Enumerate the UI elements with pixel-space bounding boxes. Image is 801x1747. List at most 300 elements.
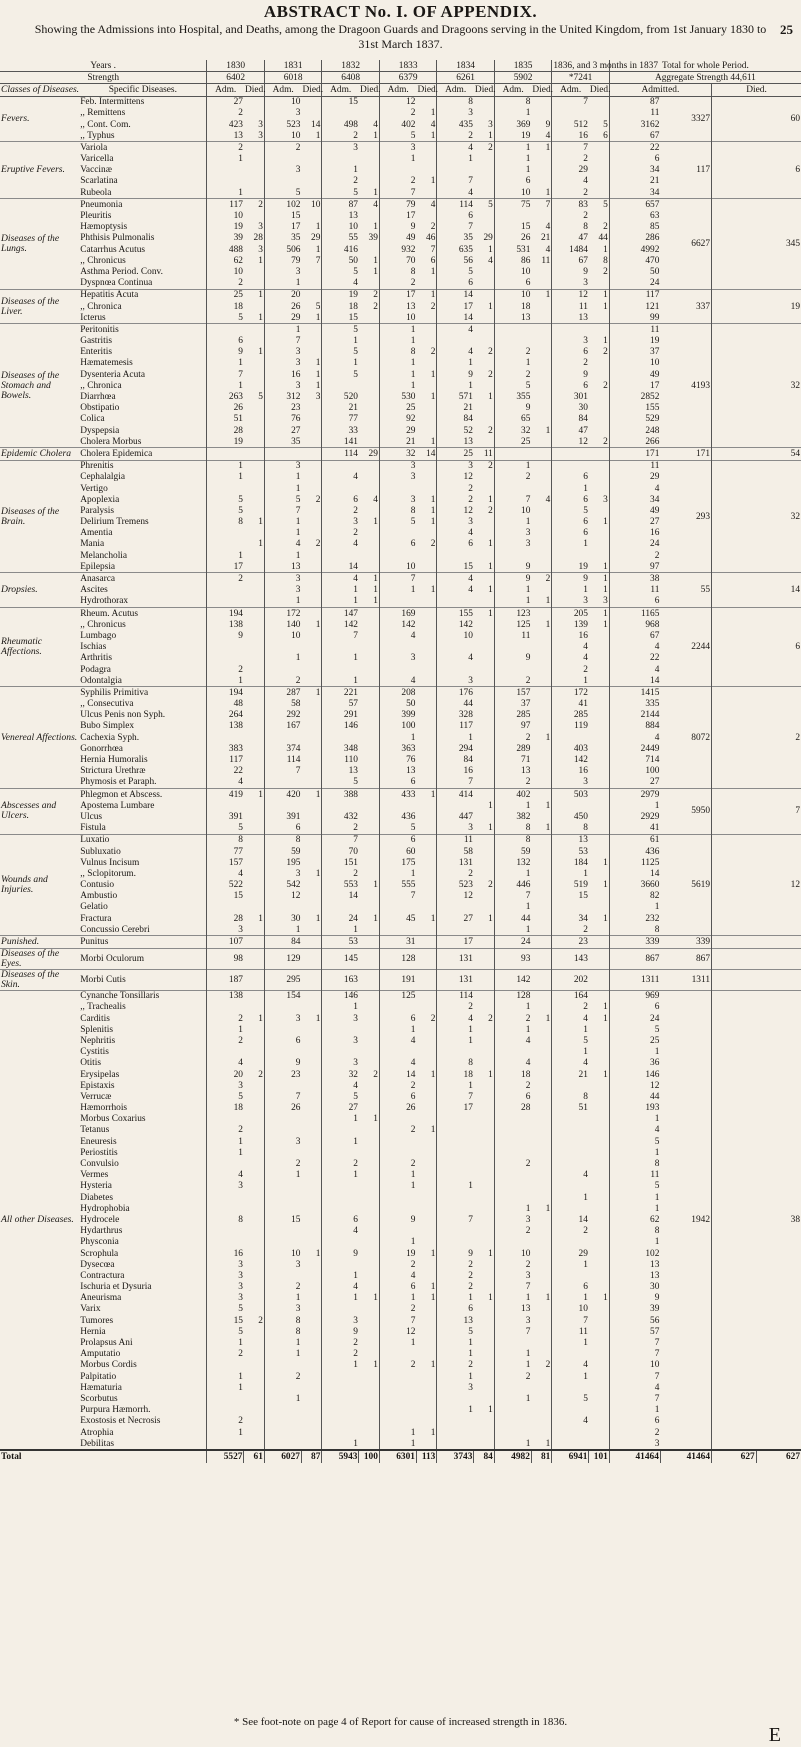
- disease-total-adm: 6: [609, 1002, 660, 1013]
- died-cell: [301, 460, 321, 472]
- adm-cell: 2: [437, 868, 474, 879]
- disease-total-adm: 67: [609, 630, 660, 641]
- adm-cell: 32: [494, 425, 531, 436]
- adm-cell: 2: [207, 1013, 244, 1024]
- died-cell: [589, 846, 609, 857]
- adm-cell: 12: [379, 96, 416, 108]
- died-cell: [416, 573, 436, 585]
- died-cell: [359, 425, 379, 436]
- died-cell: [244, 1248, 264, 1259]
- died-cell: [359, 1270, 379, 1281]
- died-cell: [531, 1047, 551, 1058]
- specific-disease: Vaccinæ: [80, 165, 112, 176]
- adm-cell: 1: [494, 1360, 531, 1371]
- adm-cell: [207, 1047, 244, 1058]
- disease-total-adm: 7: [609, 1371, 660, 1382]
- died-cell: 2: [430, 301, 436, 312]
- adm-cell: 128: [379, 948, 416, 969]
- died-cell: [359, 766, 379, 777]
- adm-cell: [552, 1136, 589, 1147]
- disease-total-adm: 9: [609, 1293, 660, 1304]
- died-cell: [416, 891, 436, 902]
- adm-cell: [552, 1349, 589, 1360]
- adm-cell: [264, 448, 301, 460]
- adm-cell: 32: [322, 1069, 359, 1080]
- table-row: [0, 789, 801, 801]
- disease-total-adm: 4: [609, 664, 660, 675]
- specific-disease: Feb. Intermittens: [79, 96, 207, 108]
- died-cell: [531, 301, 551, 312]
- died-cell: [359, 754, 379, 765]
- adm-cell: [264, 1203, 301, 1214]
- adm-cell: [494, 1427, 531, 1438]
- disease-total-adm: 37: [609, 347, 660, 358]
- died-cell: [416, 561, 436, 573]
- adm-cell: 3: [322, 1035, 359, 1046]
- died-cell: [301, 528, 321, 539]
- died-cell: [301, 777, 321, 789]
- adm-cell: [552, 448, 589, 460]
- died-cell: [301, 210, 321, 221]
- adm-cell: 4: [552, 1058, 589, 1069]
- disease-total-adm: 884: [609, 721, 660, 732]
- adm-cell: [494, 1405, 531, 1416]
- died-cell: [244, 301, 264, 312]
- died-cell: 1: [430, 1293, 436, 1304]
- adm-cell: 10: [264, 630, 301, 641]
- adm-cell: 13: [379, 766, 416, 777]
- died-cell: [301, 1192, 321, 1203]
- adm-cell: 2: [322, 130, 359, 142]
- adm-cell: [379, 1047, 416, 1058]
- died-cell: [416, 619, 436, 630]
- total-cell: 41464: [660, 1450, 711, 1462]
- died-cell: 1: [258, 517, 263, 528]
- adm-cell: 13: [207, 130, 244, 142]
- died-cell: [589, 800, 609, 811]
- died-cell: [531, 1237, 551, 1248]
- died-cell: [531, 1270, 551, 1281]
- adm-cell: [207, 483, 244, 494]
- adm-cell: 142: [437, 619, 474, 630]
- disease-total-adm: 10: [609, 358, 660, 369]
- died-cell: [301, 1393, 321, 1404]
- adm-cell: [207, 1237, 244, 1248]
- adm-cell: 1: [207, 1147, 244, 1158]
- class-total-died: 2: [712, 687, 801, 789]
- adm-cell: 2: [552, 210, 589, 221]
- died-cell: 4: [416, 199, 436, 211]
- adm-cell: 1: [322, 1293, 359, 1304]
- died-cell: [301, 1125, 321, 1136]
- died-cell: [531, 1349, 551, 1360]
- died-cell: 2: [315, 494, 321, 505]
- died-cell: 1: [373, 913, 378, 924]
- died-cell: [359, 1226, 379, 1237]
- died-cell: 1: [315, 1248, 321, 1259]
- disease-class: Punished.: [0, 936, 79, 948]
- adm-cell: 1: [437, 358, 474, 369]
- adm-cell: 289: [494, 743, 531, 754]
- adm-cell: [437, 1114, 474, 1125]
- adm-cell: 1: [264, 1349, 301, 1360]
- adm-cell: 8: [264, 1315, 301, 1326]
- total-cell: 627: [712, 1450, 757, 1462]
- total-cell: 627: [756, 1450, 801, 1462]
- died-cell: [359, 505, 379, 516]
- specific-disease: Subluxatio: [80, 846, 121, 857]
- adm-cell: 15: [437, 561, 474, 573]
- died-cell: [301, 1158, 321, 1169]
- adm-cell: 1: [437, 1293, 474, 1304]
- specific-disease: Hydrocele: [80, 1214, 120, 1225]
- class-total-died: 12: [712, 834, 801, 936]
- adm-cell: 2: [552, 154, 589, 165]
- died-cell: 2: [531, 573, 551, 585]
- died-cell: [474, 1315, 494, 1326]
- adm-cell: 4: [437, 653, 474, 664]
- died-cell: [359, 619, 379, 630]
- adm-cell: 7: [494, 1326, 531, 1337]
- adm-cell: 114: [437, 199, 474, 211]
- died-cell: [531, 811, 551, 822]
- adm-cell: 57: [322, 699, 359, 710]
- died-cell: [589, 630, 609, 641]
- adm-cell: 107: [207, 936, 244, 948]
- adm-cell: 45: [379, 913, 416, 924]
- adm-cell: 8: [552, 1091, 589, 1102]
- adm-cell: [207, 1393, 244, 1404]
- adm-cell: 3: [264, 460, 301, 472]
- died-cell: [244, 811, 264, 822]
- died-cell: [301, 642, 321, 653]
- adm-cell: 7: [264, 505, 301, 516]
- adm-cell: [207, 902, 244, 913]
- died-cell: [359, 823, 379, 835]
- adm-cell: [264, 1080, 301, 1091]
- disease-total-adm: 10: [609, 1360, 660, 1371]
- adm-cell: 12: [379, 1326, 416, 1337]
- died-cell: 1: [373, 596, 378, 607]
- specific-disease: Vertigo: [80, 483, 108, 494]
- died-cell: [474, 436, 494, 448]
- died-cell: 4: [359, 199, 379, 211]
- specific-disease: Hernia Humoralis: [80, 755, 148, 766]
- died-cell: [359, 1393, 379, 1404]
- adm-cell: 11: [552, 1326, 589, 1337]
- adm-cell: 355: [494, 391, 531, 402]
- adm-cell: 1: [379, 1237, 416, 1248]
- died-cell: [416, 834, 436, 846]
- died-cell: [474, 266, 494, 277]
- adm-cell: [379, 165, 416, 176]
- adm-cell: 2: [494, 1259, 531, 1270]
- died-cell: [244, 1091, 264, 1102]
- adm-cell: 3: [207, 924, 244, 936]
- died-cell: [244, 1326, 264, 1337]
- disease-total-adm: 4: [609, 1125, 660, 1136]
- adm-header: Adm.: [322, 84, 359, 96]
- died-cell: [301, 561, 321, 573]
- died-cell: [474, 1136, 494, 1147]
- died-cell: 2: [430, 539, 436, 550]
- died-cell: [589, 834, 609, 846]
- died-cell: [531, 1170, 551, 1181]
- died-cell: [531, 969, 551, 990]
- died-cell: 1: [603, 561, 608, 572]
- adm-cell: 1: [322, 653, 359, 664]
- died-cell: 1: [373, 187, 378, 198]
- died-cell: 1: [373, 1293, 378, 1304]
- died-cell: [359, 630, 379, 641]
- died-cell: [301, 483, 321, 494]
- adm-cell: 47: [552, 425, 589, 436]
- died-cell: 1: [603, 244, 608, 255]
- died-cell: 1: [373, 266, 378, 277]
- adm-cell: 3: [552, 336, 589, 347]
- died-cell: [301, 1047, 321, 1058]
- died-cell: [474, 630, 494, 641]
- died-cell: [359, 1248, 379, 1259]
- adm-cell: 76: [264, 414, 301, 425]
- died-cell: [244, 630, 264, 641]
- adm-cell: [552, 1382, 589, 1393]
- died-cell: [416, 1114, 436, 1125]
- died-cell: [474, 312, 494, 324]
- adm-cell: [207, 176, 244, 187]
- adm-cell: 97: [494, 721, 531, 732]
- died-cell: [301, 96, 321, 108]
- adm-cell: 51: [552, 1103, 589, 1114]
- adm-cell: 2: [494, 777, 531, 789]
- died-cell: [359, 483, 379, 494]
- died-cell: [301, 902, 321, 913]
- died-cell: 1: [545, 823, 551, 834]
- died-cell: [301, 472, 321, 483]
- died-cell: [301, 436, 321, 448]
- adm-cell: 1: [322, 165, 359, 176]
- died-cell: [589, 1304, 609, 1315]
- adm-cell: [379, 1203, 416, 1214]
- adm-cell: [322, 483, 359, 494]
- disease-total-adm: 4: [609, 1382, 660, 1393]
- disease-total-adm: 146: [609, 1069, 660, 1080]
- disease-class: Diseases of the Stomach and Bowels.: [0, 324, 79, 448]
- adm-cell: [437, 1192, 474, 1203]
- adm-cell: 3: [264, 1259, 301, 1270]
- died-cell: [416, 1226, 436, 1237]
- died-cell: [244, 380, 264, 391]
- specific-disease: Nephritis: [80, 1035, 116, 1046]
- adm-cell: 2: [494, 369, 531, 380]
- died-cell: [531, 460, 551, 472]
- total-cell: 4982: [494, 1450, 531, 1462]
- died-cell: [244, 505, 264, 516]
- year-header: 1830: [207, 60, 264, 72]
- died-cell: [474, 573, 494, 585]
- died-cell: [531, 1337, 551, 1348]
- died-cell: [474, 154, 494, 165]
- adm-cell: 141: [322, 436, 359, 448]
- adm-cell: 1: [264, 278, 301, 290]
- class-total-adm: 5619: [660, 834, 711, 936]
- died-total-header: Died.: [712, 84, 801, 96]
- adm-cell: 2: [494, 472, 531, 483]
- adm-cell: 2: [379, 1259, 416, 1270]
- adm-cell: 8: [437, 1058, 474, 1069]
- adm-cell: 142: [322, 619, 359, 630]
- adm-cell: 5: [207, 1304, 244, 1315]
- adm-cell: 142: [552, 754, 589, 765]
- adm-cell: [207, 800, 244, 811]
- total-row: [0, 1450, 801, 1462]
- adm-cell: 51: [207, 414, 244, 425]
- adm-cell: 1: [437, 380, 474, 391]
- specific-disease: Exostosis et Necrosis: [80, 1416, 161, 1427]
- died-cell: [474, 619, 494, 630]
- class-total-adm: 339: [660, 936, 711, 948]
- adm-cell: 21: [379, 436, 416, 448]
- total-cell: 84: [474, 1450, 494, 1462]
- died-cell: 1: [258, 539, 263, 550]
- specific-disease: Contractura: [80, 1270, 125, 1281]
- died-cell: [416, 312, 436, 324]
- page-subtitle: Showing the Admissions into Hospital, and Deaths, among the Dragoon Guards and Dragoons serving in the United Kingdom, from 1st January 1830 to 31st March 1837.: [34, 22, 767, 51]
- died-cell: 2: [430, 347, 436, 358]
- adm-cell: [552, 800, 589, 811]
- adm-cell: 2: [379, 1360, 416, 1371]
- disease-total-adm: 30: [609, 1282, 660, 1293]
- died-cell: [244, 687, 264, 699]
- died-cell: 1: [545, 1438, 551, 1449]
- died-cell: 1: [603, 1002, 608, 1013]
- died-cell: 29: [311, 233, 321, 244]
- died-cell: [474, 675, 494, 687]
- died-cell: [359, 369, 379, 380]
- died-cell: [416, 777, 436, 789]
- adm-cell: 7: [494, 1282, 531, 1293]
- adm-cell: [207, 324, 244, 336]
- died-cell: 1: [589, 608, 609, 620]
- died-cell: [474, 1360, 494, 1371]
- died-cell: [531, 154, 551, 165]
- adm-cell: 3: [552, 777, 589, 789]
- class-total-died: 7: [712, 789, 801, 835]
- died-cell: 1: [545, 1203, 551, 1214]
- adm-cell: 67: [552, 255, 589, 266]
- adm-cell: 1: [207, 550, 244, 561]
- died-cell: [244, 902, 264, 913]
- died-cell: [301, 743, 321, 754]
- footnote: * See foot-note on page 4 of Report for cause of increased strength in 1836.: [233, 1716, 568, 1728]
- specific-disease: Hæmorrhois: [80, 1103, 128, 1114]
- adm-cell: 1: [494, 165, 531, 176]
- died-cell: [416, 754, 436, 765]
- adm-cell: [264, 800, 301, 811]
- died-cell: [416, 811, 436, 822]
- specific-disease: Apostema Lumbare: [80, 800, 155, 811]
- disease-total-adm: 6: [609, 154, 660, 165]
- died-cell: [359, 1337, 379, 1348]
- table-row: [0, 573, 801, 585]
- died-cell: [301, 754, 321, 765]
- died-cell: [474, 278, 494, 290]
- died-cell: [244, 358, 264, 369]
- specific-disease: Pleuritis: [80, 211, 112, 222]
- died-cell: [531, 1091, 551, 1102]
- died-cell: [301, 1371, 321, 1382]
- died-cell: [531, 391, 551, 402]
- adm-cell: 2: [322, 868, 359, 879]
- specific-disease: Hernia: [80, 1326, 106, 1337]
- adm-cell: 1: [379, 1438, 416, 1450]
- died-cell: [589, 990, 609, 1002]
- adm-cell: 1: [207, 1382, 244, 1393]
- died-cell: 4: [545, 130, 551, 141]
- adm-cell: [264, 1002, 301, 1013]
- adm-cell: 5: [379, 130, 416, 142]
- died-cell: [474, 902, 494, 913]
- died-cell: [301, 823, 321, 835]
- died-cell: 1: [531, 142, 551, 154]
- died-cell: 1: [430, 1069, 436, 1080]
- died-cell: [301, 1069, 321, 1080]
- died-cell: [589, 891, 609, 902]
- died-cell: [589, 108, 609, 119]
- adm-cell: 7: [379, 891, 416, 902]
- specific-disease: Purpura Hæmorrh.: [80, 1405, 151, 1416]
- adm-cell: 35: [264, 233, 301, 244]
- specific-disease: Peritonitis: [79, 324, 207, 336]
- adm-cell: 7: [264, 766, 301, 777]
- adm-cell: 8: [494, 823, 531, 835]
- died-cell: 1: [416, 789, 436, 801]
- adm-cell: 419: [207, 789, 244, 801]
- adm-cell: 19: [322, 289, 359, 301]
- died-cell: 3: [258, 222, 263, 233]
- adm-cell: 5: [264, 187, 301, 199]
- adm-cell: 1: [552, 1047, 589, 1058]
- adm-cell: 17: [379, 210, 416, 221]
- disease-total-adm: 82: [609, 891, 660, 902]
- adm-cell: [494, 1337, 531, 1348]
- adm-cell: 37: [494, 699, 531, 710]
- adm-cell: 291: [322, 710, 359, 721]
- specific-disease: Hepatitis Acuta: [79, 289, 207, 301]
- died-cell: [589, 1136, 609, 1147]
- died-cell: [244, 754, 264, 765]
- died-cell: [589, 460, 609, 472]
- died-cell: [301, 414, 321, 425]
- died-cell: [474, 868, 494, 879]
- disease-total-adm: 49: [609, 505, 660, 516]
- adm-cell: [322, 1192, 359, 1203]
- disease-class: Dropsies.: [0, 573, 79, 608]
- died-cell: [301, 834, 321, 846]
- adm-cell: 13: [494, 312, 531, 324]
- died-cell: 14: [416, 448, 436, 460]
- disease-total-adm: 87: [609, 96, 660, 108]
- died-cell: [531, 1035, 551, 1046]
- adm-cell: 295: [264, 969, 301, 990]
- adm-cell: [379, 664, 416, 675]
- adm-cell: 25: [494, 436, 531, 448]
- adm-cell: 13: [494, 766, 531, 777]
- died-cell: [359, 664, 379, 675]
- died-header: Died.: [359, 84, 381, 95]
- died-cell: [244, 561, 264, 573]
- died-cell: [474, 1058, 494, 1069]
